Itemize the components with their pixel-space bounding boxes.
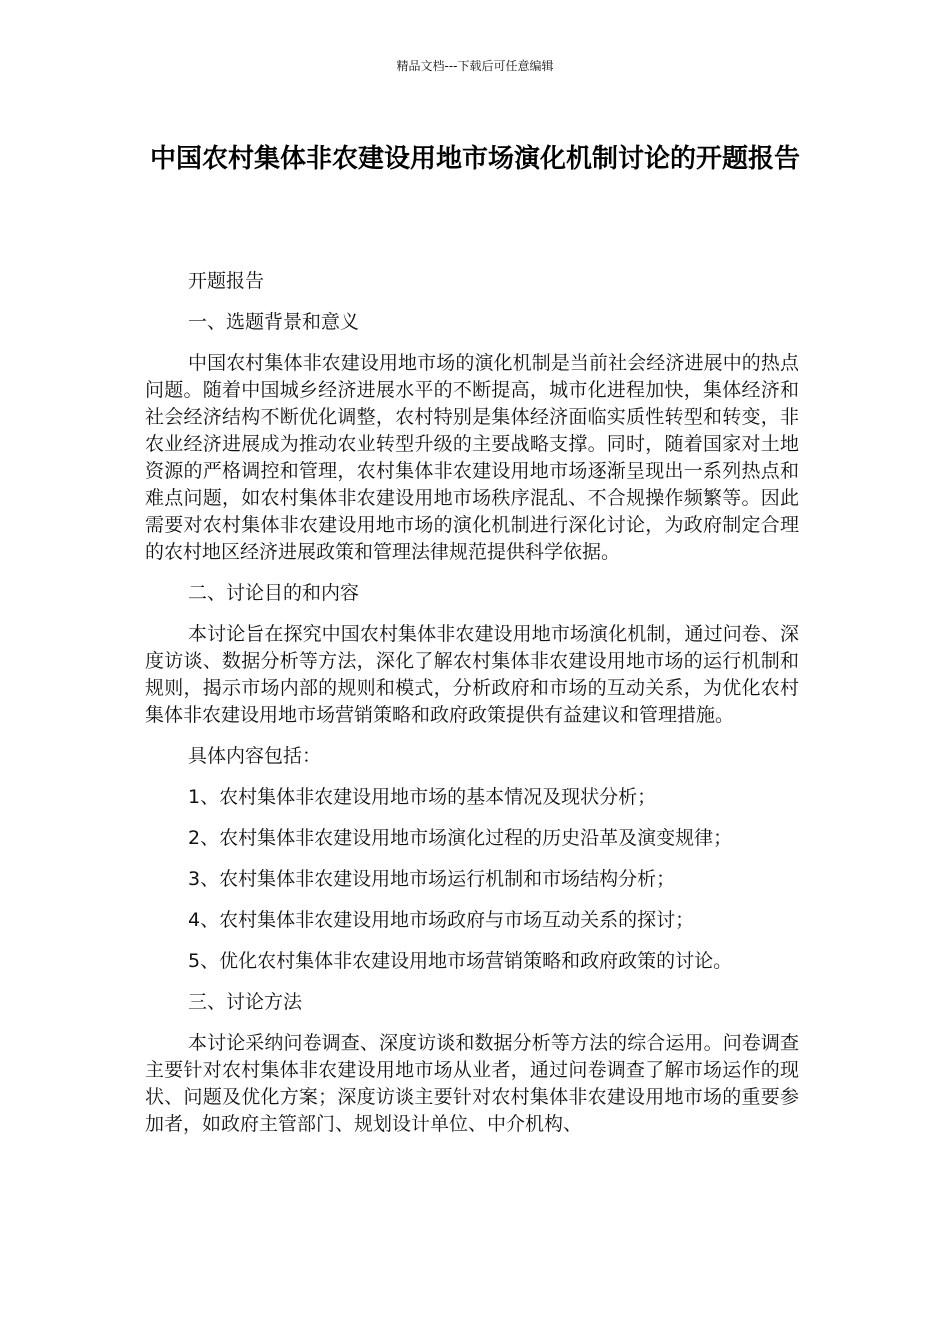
report-label: 开题报告 xyxy=(188,270,265,292)
section-heading: 三、讨论方法 xyxy=(188,991,303,1013)
document-body xyxy=(145,268,799,1138)
section-heading: 二、讨论目的和内容 xyxy=(188,582,360,604)
section-paragraph: 本讨论采纳问卷调查、深度访谈和数据分析等方法的综合运用。问卷调查主要针对农村集体非农建设用地市场从业者，通过问卷调查了解市场运作的现状、问题及优化方案；深度访谈主要针对农村集体非农建设用地市场的重要参加者，如政府主管部门、规划设计单位、中介机构、 xyxy=(145,1032,799,1135)
header-note: 精品文档---下载后可任意编辑 xyxy=(396,59,554,73)
list-item: 5、优化农村集体非农建设用地市场营销策略和政府政策的讨论。 xyxy=(188,950,733,972)
list-item: 3、农村集体非农建设用地市场运行机制和市场结构分析； xyxy=(188,868,676,890)
list-intro: 具体内容包括： xyxy=(188,745,322,767)
section-paragraph: 本讨论旨在探究中国农村集体非农建设用地市场演化机制，通过问卷、深度访谈、数据分析等方法，深化了解农村集体非农建设用地市场的运行机制和规则，揭示市场内部的规则和模式，分析政府和市场的互动关系，为优化农村集体非农建设用地市场营销策略和政府政策提供有益建议和管理措施。 xyxy=(145,623,799,726)
list-item: 2、农村集体非农建设用地市场演化过程的历史沿革及演变规律； xyxy=(188,827,733,849)
list-item: 1、农村集体非农建设用地市场的基本情况及现状分析； xyxy=(188,786,657,808)
section-heading: 一、选题背景和意义 xyxy=(188,311,360,333)
document-title: 中国农村集体非农建设用地市场演化机制讨论的开题报告 xyxy=(149,144,800,174)
section-paragraph: 中国农村集体非农建设用地市场的演化机制是当前社会经济进展中的热点问题。随着中国城乡经济进展水平的不断提高，城市化进程加快，集体经济和社会经济结构不断优化调整，农村特别是集体经济面临实质性转型和转变，非农业经济进展成为推动农业转型升级的主要战略支撑。同时，随着国家对土地资源的严格调控和管理，农村集体非农建设用地市场逐渐呈现出一系列热点和难点问题，如农村集体非农建设用地市场秩序混乱、不合规操作频繁等。因此需要对农村集体非农建设用地市场的演化机制进行深化讨论，为政府制定合理的农村地区经济进展政策和管理法律规范提供科学依据。 xyxy=(145,352,799,563)
list-item: 4、农村集体非农建设用地市场政府与市场互动关系的探讨； xyxy=(188,909,695,931)
